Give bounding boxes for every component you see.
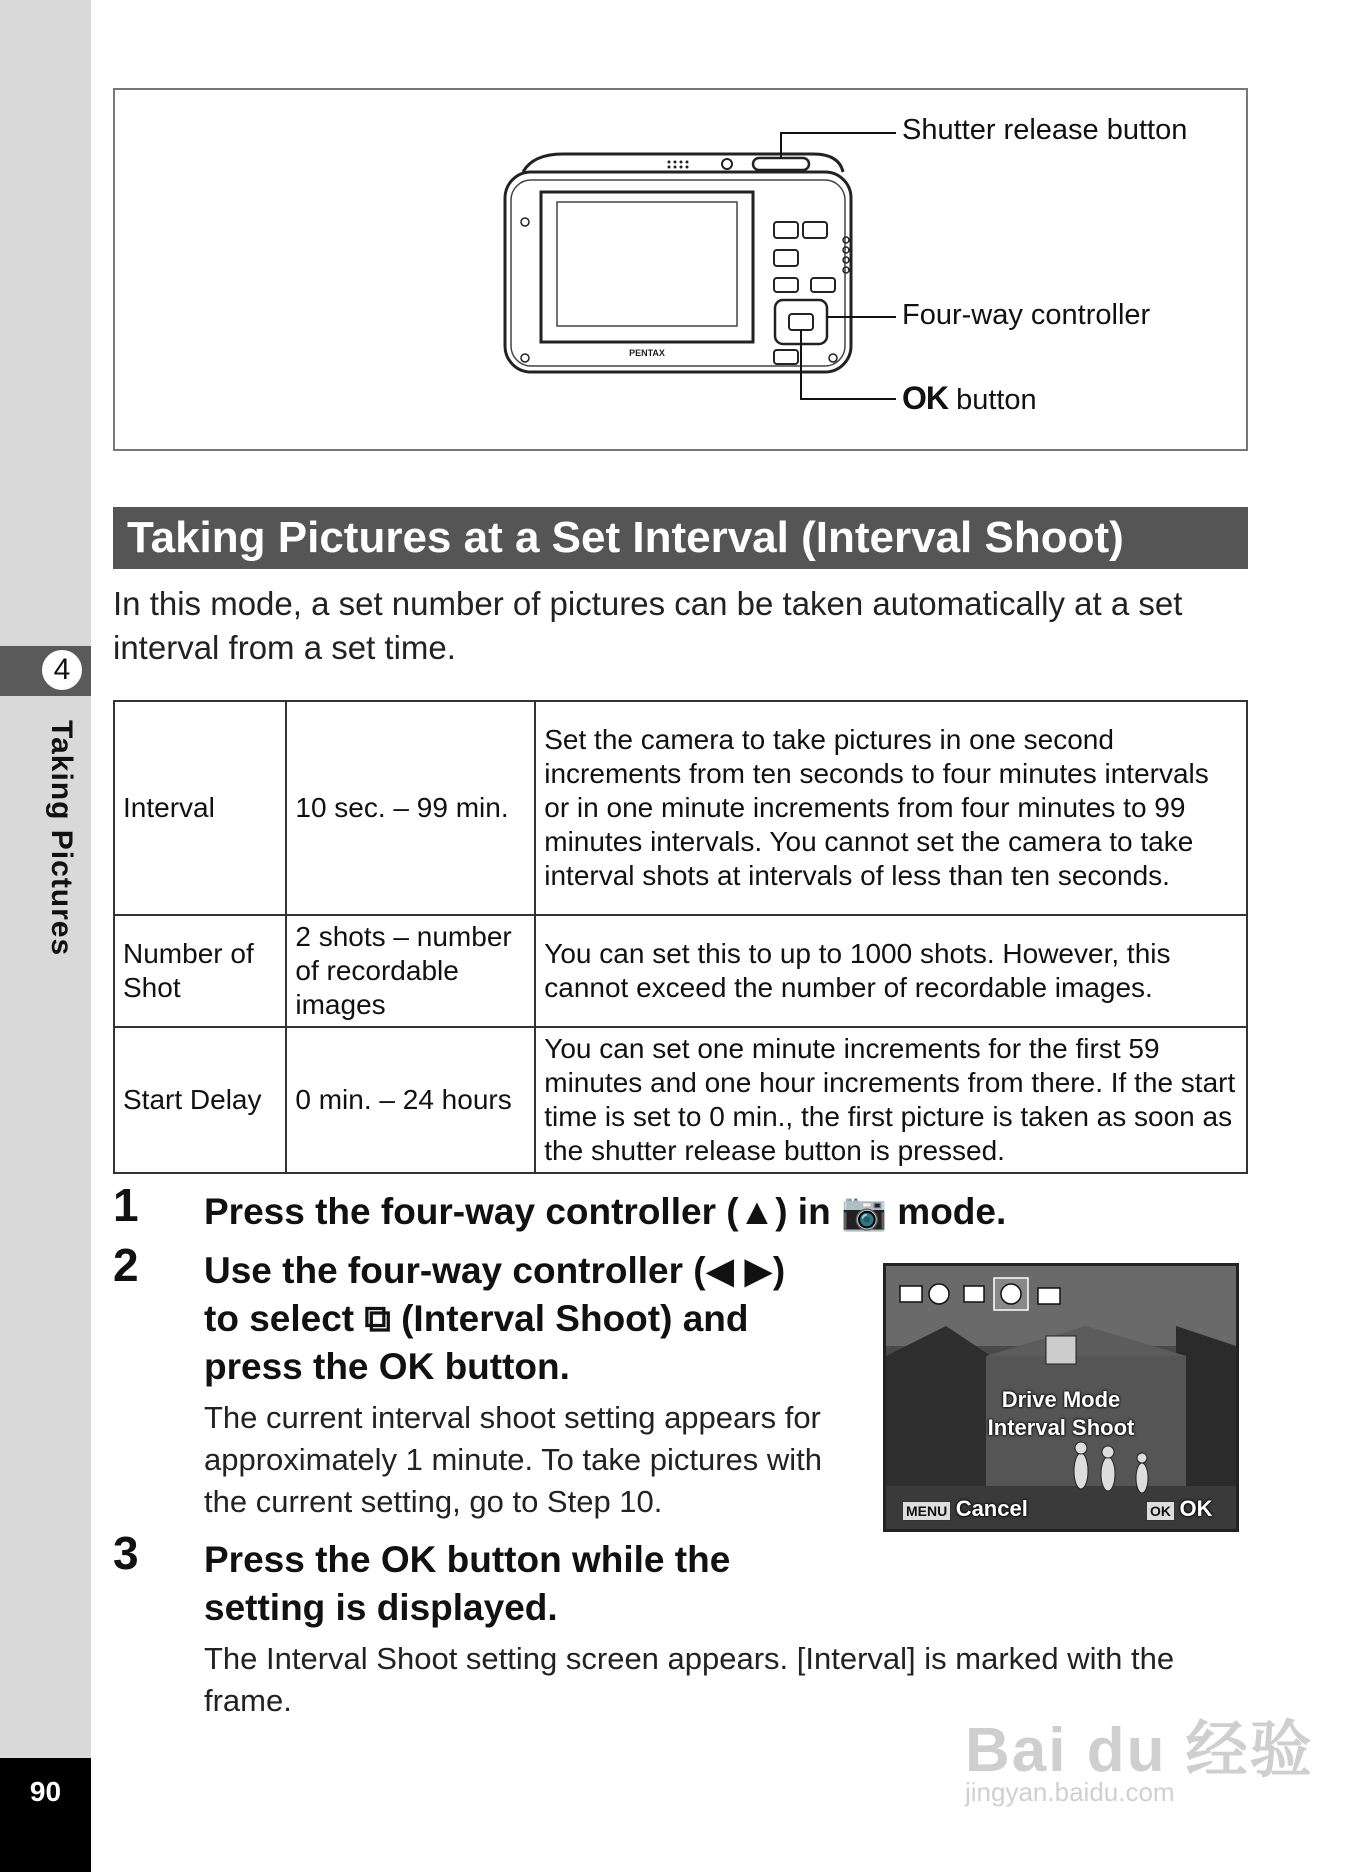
lcd-interval-shoot-label: Interval Shoot [987, 1415, 1135, 1440]
step-2-number: 2 [113, 1239, 139, 1291]
table-cell-desc: You can set one minute increments for the first 59 minutes and one hour increments from there. If the start time is set to 0 min., the first picture is taken as soon as the shutter release button is pressed. [535, 1027, 1247, 1173]
table-cell-name: Interval [114, 701, 286, 915]
table-row [114, 915, 1247, 1027]
step-1-title: Press the four-way controller (▲) in 📷 mode. [204, 1191, 1007, 1232]
chapter-number: 4 [40, 648, 84, 692]
chapter-title: Taking Pictures [45, 720, 78, 957]
step-3-title-line2: setting is displayed. [204, 1587, 558, 1628]
lcd-ok-label: OK [1179, 1496, 1213, 1521]
table-row [114, 701, 1247, 915]
step-2-title-line2: to select ⧉ (Interval Shoot) and [204, 1298, 749, 1339]
callout-ok-text: button [956, 384, 1037, 416]
step-2-title-line3: press the OK button. [204, 1346, 570, 1387]
lcd-ok-control [1146, 1496, 1212, 1522]
step-2-body: The current interval shoot setting appears for approximately 1 minute. To take pictures with the current setting, go to Step 10. [204, 1400, 823, 1519]
baidu-watermark: Bai du 经验 [965, 1716, 1314, 1785]
table-cell-name: Start Delay [114, 1027, 286, 1173]
step-3-number: 3 [113, 1527, 139, 1579]
callout-shutter-release: Shutter release button [902, 114, 1188, 146]
menu-key-icon: MENU [902, 1501, 951, 1521]
callout-four-way-controller: Four-way controller [902, 299, 1151, 331]
section-heading: Taking Pictures at a Set Interval (Interval Shoot) [113, 507, 1248, 569]
table-cell-desc: Set the camera to take pictures in one second increments from ten seconds to four minutes intervals or in one minute increments from four minutes to 99 minutes intervals. You cannot set the camera to take interval shots at intervals of less than ten seconds. [535, 701, 1247, 915]
table-cell-range: 2 shots – number of recordable images [286, 915, 535, 1027]
step-1-number: 1 [113, 1179, 139, 1231]
table-cell-name: Number of Shot [114, 915, 286, 1027]
table-cell-range: 10 sec. – 99 min. [286, 701, 535, 915]
step-2-title-line1: Use the four-way controller (◀ ▶) [204, 1250, 786, 1291]
step-3-title-line1: Press the OK button while the [204, 1539, 731, 1580]
camera-lcd-screenshot [883, 1263, 1239, 1532]
lcd-cancel-label: Cancel [955, 1496, 1028, 1521]
table-row [114, 1027, 1247, 1173]
baidu-watermark-url: jingyan.baidu.com [965, 1777, 1175, 1807]
camera-brand-label: PENTAX [629, 348, 665, 358]
lcd-drive-mode-label: Drive Mode [1001, 1387, 1121, 1412]
ok-key-icon: OK [1146, 1501, 1175, 1521]
page-number: 90 [29, 1776, 62, 1807]
lcd-cancel-control [902, 1496, 1028, 1522]
table-cell-desc: You can set this to up to 1000 shots. However, this cannot exceed the number of recordable images. [535, 915, 1247, 1027]
table-cell-range: 0 min. – 24 hours [286, 1027, 535, 1173]
interval-settings-table [113, 700, 1248, 1174]
step-3-body: The Interval Shoot setting screen appears. [Interval] is marked with the frame. [204, 1641, 1175, 1718]
ok-glyph: OK [902, 380, 948, 416]
callout-ok-button [902, 380, 1037, 417]
section-intro: In this mode, a set number of pictures can be taken automatically at a set interval from a set time. [113, 585, 1183, 666]
